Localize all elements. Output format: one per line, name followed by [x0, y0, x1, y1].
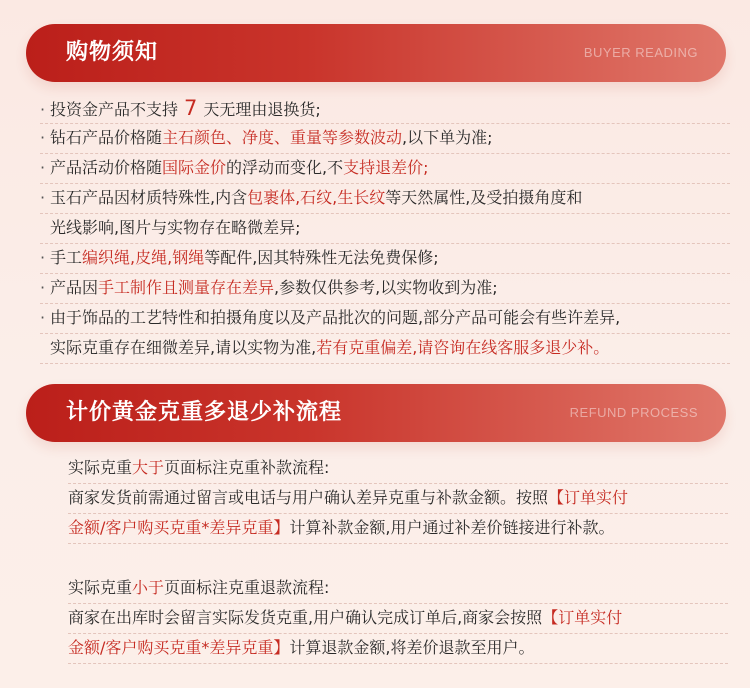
process-text: 页面标注克重补款流程: [164, 458, 330, 477]
bullet: · [40, 188, 46, 207]
supplement-process-block [68, 454, 728, 544]
notice-text: 天无理由退换货; [203, 100, 321, 119]
notice-text: 产品活动价格随 [50, 158, 163, 177]
process-highlight: 小于 [132, 578, 165, 597]
notice-text: ,参数仅供参考,以实物收到为准; [274, 278, 498, 297]
process-highlight: 大于 [132, 458, 165, 477]
notice-list [40, 94, 730, 364]
process-text: 计算补款金额,用户通过补差价链接进行补款。 [289, 518, 615, 537]
notice-text: 投资金产品不支持 [50, 100, 179, 119]
notice-highlight: 手工制作且测量存在差异 [98, 278, 275, 297]
process-text: 计算退款金额,将差价退款至用户。 [289, 638, 535, 657]
process-line [68, 514, 728, 544]
notice-item [40, 304, 730, 334]
notice-highlight: 编织绳,皮绳,钢绳 [82, 248, 205, 267]
process-heading [68, 454, 728, 484]
notice-text: 玉石产品因材质特殊性,内含 [50, 188, 248, 207]
process-heading [68, 574, 728, 604]
notice-item-continued [40, 334, 730, 364]
notice-highlight: 支持退差价; [343, 158, 429, 177]
notice-text: 等配件,因其特殊性无法免费保修; [204, 248, 439, 267]
process-line [68, 484, 728, 514]
notice-item [40, 244, 730, 274]
bullet: · [40, 308, 46, 327]
notice-text: 光线影响,图片与实物存在略微差异; [50, 218, 301, 237]
process-highlight: 【订单实付 [542, 608, 623, 627]
bullet: · [40, 278, 46, 297]
bullet: · [40, 128, 46, 147]
process-text: 实际克重 [68, 578, 133, 597]
process-highlight: 【订单实付 [548, 488, 629, 507]
shopping-notice-title: 购物须知 [66, 40, 159, 65]
notice-item [40, 184, 730, 214]
process-text: 商家发货前需通过留言或电话与用户确认差异克重与补款金额。按照 [68, 488, 549, 507]
notice-item [40, 154, 730, 184]
refund-process-block [68, 574, 728, 664]
notice-item [40, 94, 730, 124]
notice-text: 的浮动而变化,不 [226, 158, 344, 177]
refund-process-banner [26, 384, 726, 442]
notice-text: 钻石产品价格随 [50, 128, 163, 147]
shopping-notice-banner [26, 24, 726, 82]
notice-item-continued [40, 214, 730, 244]
notice-text: 等天然属性,及受拍摄角度和 [385, 188, 583, 207]
refund-process-title: 计价黄金克重多退少补流程 [66, 400, 343, 425]
notice-highlight: 包裹体,石纹,生长纹 [247, 188, 386, 207]
notice-highlight: 主石颜色、净度、重量等参数波动 [162, 128, 403, 147]
process-text: 实际克重 [68, 458, 133, 477]
process-line [68, 634, 728, 664]
refund-process-label: REFUND PROCESS [569, 405, 698, 420]
buyer-reading-label: BUYER READING [583, 45, 698, 60]
notice-number: 7 [184, 96, 198, 120]
process-highlight: 金额/客户购买克重*差异克重】 [68, 638, 290, 657]
notice-text: 由于饰品的工艺特性和拍摄角度以及产品批次的问题,部分产品可能会有些许差异, [50, 308, 621, 327]
notice-text: 产品因 [50, 278, 99, 297]
notice-text: 实际克重存在细微差异,请以实物为准, [50, 338, 317, 357]
notice-text: 手工 [50, 248, 83, 267]
process-text: 商家在出库时会留言实际发货克重,用户确认完成订单后,商家会按照 [68, 608, 543, 627]
notice-item [40, 124, 730, 154]
notice-text: ,以下单为准; [402, 128, 493, 147]
bullet: · [40, 248, 46, 267]
notice-item [40, 274, 730, 304]
notice-highlight: 若有克重偏差,请咨询在线客服多退少补。 [316, 338, 610, 357]
process-highlight: 金额/客户购买克重*差异克重】 [68, 518, 290, 537]
notice-highlight: 国际金价 [162, 158, 227, 177]
process-text: 页面标注克重退款流程: [164, 578, 330, 597]
bullet: · [40, 158, 46, 177]
bullet: · [40, 100, 46, 119]
process-line [68, 604, 728, 634]
